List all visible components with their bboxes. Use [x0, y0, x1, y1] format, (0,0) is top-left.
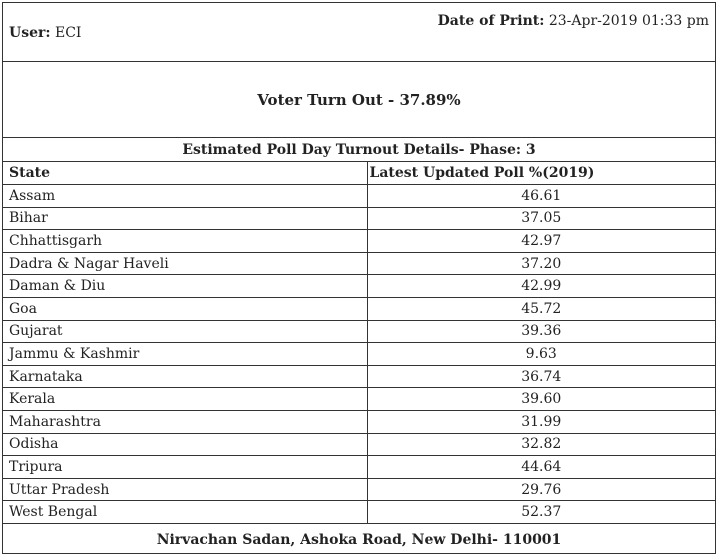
state-cell: Dadra & Nagar Haveli [3, 252, 367, 275]
state-cell: Assam [3, 185, 367, 208]
print-date-value: 23-Apr-2019 01:33 pm [548, 13, 709, 29]
table-row [3, 501, 715, 524]
table-row [3, 365, 715, 388]
table-body [3, 185, 715, 524]
user-value: ECI [55, 25, 82, 41]
table-row [3, 411, 715, 434]
state-cell: Gujarat [3, 320, 367, 343]
poll-percent-cell: 42.97 [367, 230, 715, 253]
state-cell: Tripura [3, 456, 367, 479]
poll-percent-cell: 29.76 [367, 478, 715, 501]
table-row [3, 388, 715, 411]
state-cell: Goa [3, 298, 367, 321]
poll-percent-cell: 9.63 [367, 343, 715, 366]
column-header-state: State [3, 162, 367, 185]
poll-percent-cell: 42.99 [367, 275, 715, 298]
poll-percent-cell: 37.20 [367, 252, 715, 275]
print-date-info [438, 13, 709, 29]
table-row [3, 456, 715, 479]
poll-percent-cell: 44.64 [367, 456, 715, 479]
state-cell: Uttar Pradesh [3, 478, 367, 501]
table-row [3, 320, 715, 343]
state-cell: Odisha [3, 433, 367, 456]
state-cell: Karnataka [3, 365, 367, 388]
voter-turnout-summary: Voter Turn Out - 37.89% [3, 62, 715, 138]
table-row [3, 185, 715, 208]
table-header-row [3, 162, 715, 185]
footer-address: Nirvachan Sadan, Ashoka Road, New Delhi- 110001 [156, 532, 562, 548]
table-row [3, 343, 715, 366]
print-date-label: Date of Print: [437, 13, 545, 29]
poll-percent-cell: 46.61 [367, 185, 715, 208]
poll-percent-cell: 36.74 [367, 365, 715, 388]
report-frame [2, 2, 716, 554]
state-cell: Kerala [3, 388, 367, 411]
poll-percent-cell: 39.60 [367, 388, 715, 411]
table-row [3, 207, 715, 230]
table-row [3, 275, 715, 298]
poll-percent-cell: 45.72 [367, 298, 715, 321]
table-row [3, 252, 715, 275]
state-cell: Bihar [3, 207, 367, 230]
user-label: User: [9, 25, 51, 41]
table-row [3, 433, 715, 456]
user-info [9, 25, 81, 41]
poll-percent-cell: 37.05 [367, 207, 715, 230]
poll-turnout-table [3, 162, 715, 524]
column-header-poll: Latest Updated Poll %(2019) [367, 162, 715, 185]
state-cell: Chhattisgarh [3, 230, 367, 253]
table-row [3, 478, 715, 501]
state-cell: Daman & Diu [3, 275, 367, 298]
state-cell: West Bengal [3, 501, 367, 524]
table-title: Estimated Poll Day Turnout Details- Phase: 3 [3, 138, 715, 162]
poll-percent-cell: 31.99 [367, 411, 715, 434]
report-header [3, 3, 715, 62]
poll-percent-cell: 52.37 [367, 501, 715, 524]
state-cell: Jammu & Kashmir [3, 343, 367, 366]
table-row [3, 230, 715, 253]
state-cell: Maharashtra [3, 411, 367, 434]
poll-percent-cell: 32.82 [367, 433, 715, 456]
table-row [3, 298, 715, 321]
poll-percent-cell: 39.36 [367, 320, 715, 343]
